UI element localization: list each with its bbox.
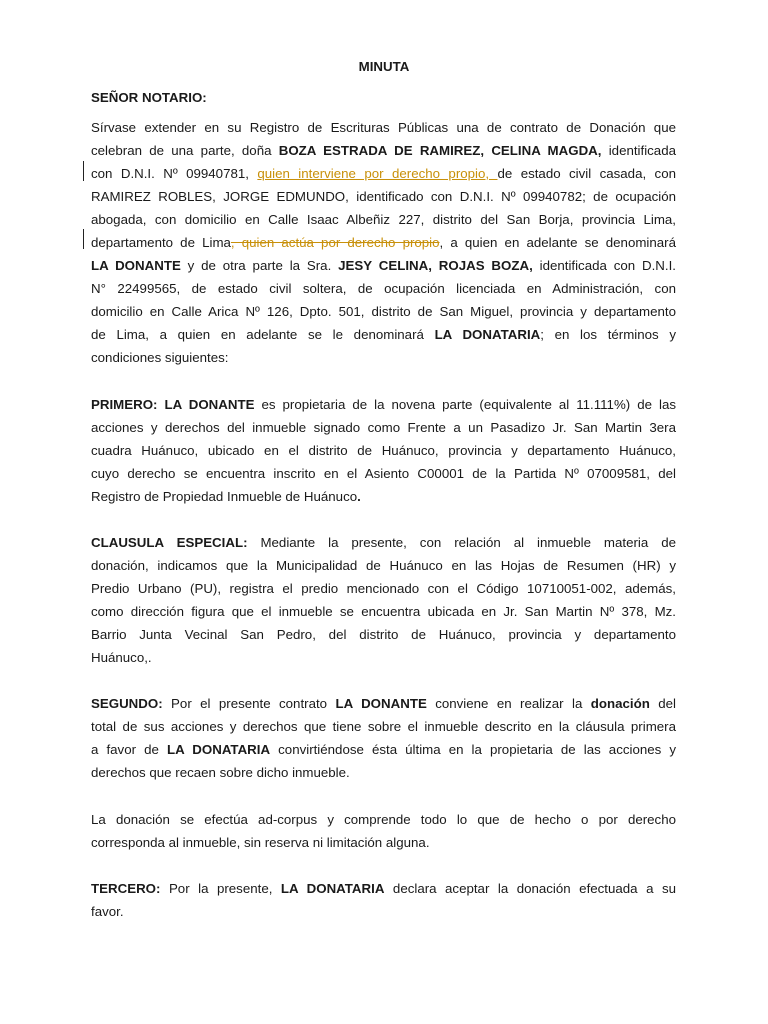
deleted-text: , quien actúa por derecho propio xyxy=(230,235,440,250)
clause-label: CLAUSULA ESPECIAL: xyxy=(91,535,248,550)
text-line: cuyo derecho se encuentra inscrito en el Asiento C00001 de la Partida Nº 07009581, del xyxy=(91,466,676,481)
clause-primero xyxy=(91,393,676,508)
text-line: abogada, con domicilio en Calle Isaac Albeñiz 227, distrito del San Borja, provincia Lima, xyxy=(91,212,676,227)
text-line: a favor de LA DONATARIA convirtiéndose ésta última en la propietaria de las acciones y xyxy=(91,742,676,757)
clause-label: PRIMERO: LA DONANTE xyxy=(91,397,255,412)
inserted-text: quien interviene por derecho propio, xyxy=(257,166,498,181)
donataria-name: JESY CELINA, ROJAS BOZA, xyxy=(338,258,533,273)
text-line: Barrio Junta Vecinal San Pedro, del distrito de Huánuco, provincia y departamento xyxy=(91,627,676,642)
text-line: favor. xyxy=(91,904,124,919)
text-line: LA DONANTE y de otra parte la Sra. JESY CELINA, ROJAS BOZA, identificada con D.N.I. xyxy=(91,258,676,273)
text-line: con D.N.I. Nº 09940781, quien interviene por derecho propio, de estado civil casada, con xyxy=(91,166,676,181)
text-line: CLAUSULA ESPECIAL: Mediante la presente, con relación al inmueble materia de xyxy=(91,535,676,550)
text-line: La donación se efectúa ad-corpus y comprende todo lo que de hecho o por derecho xyxy=(91,812,676,827)
text-line: derechos que recaen sobre dicho inmueble. xyxy=(91,765,350,780)
text-line: de Lima, a quien en adelante se le denominará LA DONATARIA; en los términos y xyxy=(91,327,676,342)
donante-name: BOZA ESTRADA DE RAMIREZ, CELINA MAGDA, xyxy=(278,143,602,158)
change-bar xyxy=(83,161,84,181)
text-line: condiciones siguientes: xyxy=(91,350,229,365)
text-line: Huánuco,. xyxy=(91,650,152,665)
text-line: Registro de Propiedad Inmueble de Huánuco. xyxy=(91,489,361,504)
text-line: RAMIREZ ROBLES, JORGE EDMUNDO, identificado con D.N.I. Nº 09940782; de ocupación xyxy=(91,189,676,204)
intro-paragraph xyxy=(91,116,676,369)
document-title: MINUTA xyxy=(358,59,410,74)
text-line: acciones y derechos del inmueble signado como Frente a un Pasadizo Jr. San Martin 3era xyxy=(91,420,676,435)
clause-segundo xyxy=(91,692,676,784)
text-line: N° 22499565, de estado civil soltera, de ocupación licenciada en Administración, con xyxy=(91,281,676,296)
clause-especial xyxy=(91,531,676,669)
salutation: SEÑOR NOTARIO: xyxy=(91,90,207,105)
text-line: TERCERO: Por la presente, LA DONATARIA declara aceptar la donación efectuada a su xyxy=(91,881,676,896)
change-bar xyxy=(83,229,84,249)
text-line: como dirección figura que el inmueble se encuentra ubicada en Jr. San Martin Nº 378, Mz. xyxy=(91,604,676,619)
text-line: departamento de Lima, quien actúa por derecho propio, a quien en adelante se denominará xyxy=(91,235,676,250)
text-line: domicilio en Calle Arica Nº 126, Dpto. 501, distrito de San Miguel, provincia y departamento xyxy=(91,304,676,319)
clause-tercero xyxy=(91,877,676,923)
text-line: SEGUNDO: Por el presente contrato LA DONANTE conviene en realizar la donación del xyxy=(91,696,676,711)
text-line: cuadra Huánuco, ubicado en el distrito de Huánuco, provincia y departamento Huánuco, xyxy=(91,443,676,458)
clause-label: SEGUNDO: xyxy=(91,696,163,711)
text-line: Sírvase extender en su Registro de Escrituras Públicas una de contrato de Donación que xyxy=(91,120,676,135)
donacion-paragraph xyxy=(91,808,676,854)
text-line: donación, indicamos que la Municipalidad de Huánuco en las Hojas de Resumen (HR) y xyxy=(91,558,676,573)
clause-label: TERCERO: xyxy=(91,881,161,896)
text-line: total de sus acciones y derechos que tiene sobre el inmueble descrito en la cláusula primera xyxy=(91,719,676,734)
text-line: PRIMERO: LA DONANTE es propietaria de la novena parte (equivalente al 11.111%) de las xyxy=(91,397,676,412)
text-line: corresponda al inmueble, sin reserva ni limitación alguna. xyxy=(91,835,430,850)
text-line: celebran de una parte, doña BOZA ESTRADA DE RAMIREZ, CELINA MAGDA, identificada xyxy=(91,143,676,158)
text-line: Predio Urbano (PU), registra el predio mencionado con el Código 10710051-002, además, xyxy=(91,581,676,596)
